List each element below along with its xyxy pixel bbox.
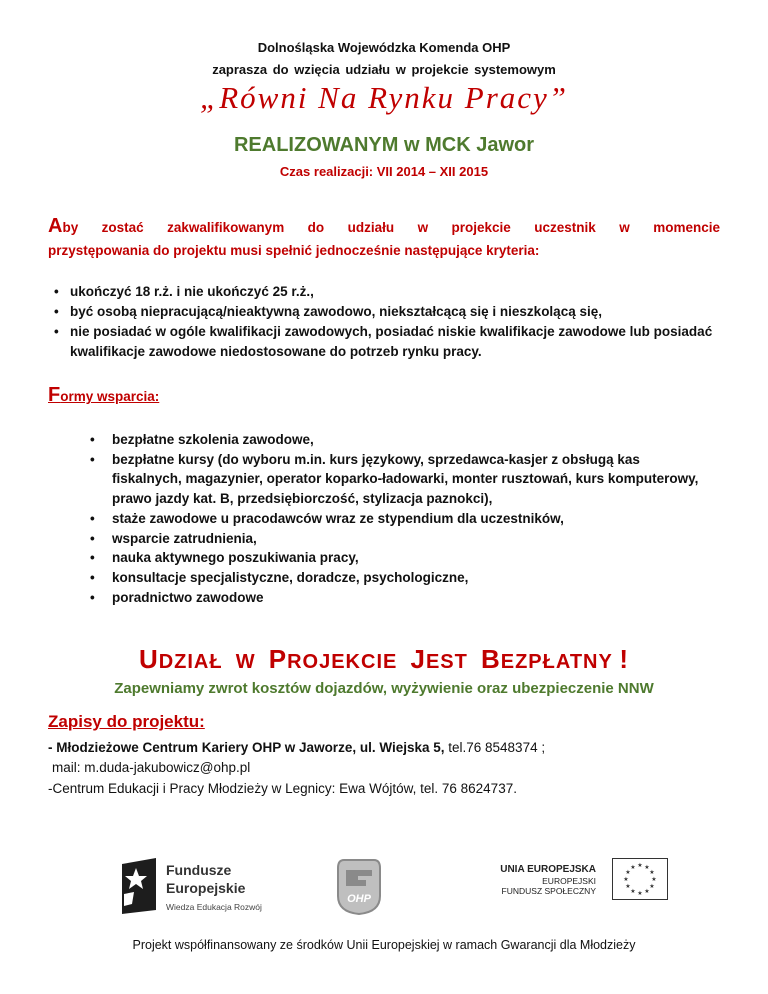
intro-initial: A <box>48 215 63 237</box>
fe-tagline: Wiedza Edukacja Rozwój <box>166 902 262 912</box>
intro-line-1 <box>48 216 720 238</box>
criteria-item: • ukończyć 18 r.ż. i nie ukończyć 25 r.ż., <box>48 282 720 302</box>
svg-text:★: ★ <box>637 862 643 869</box>
signup-email[interactable]: mail: m.duda-jakubowicz@ohp.pl <box>52 760 251 775</box>
svg-text:★: ★ <box>644 864 650 871</box>
eu-flag-icon <box>612 858 668 900</box>
word-rest: EZPŁATNY <box>500 651 613 673</box>
ue-text <box>480 864 596 896</box>
signup-center-name: - Młodzieżowe Centrum Kariery OHP w Jaworze, ul. Wiejska 5, <box>48 740 445 755</box>
svg-text:★: ★ <box>630 864 636 871</box>
signup-heading: Zapisy do projektu: <box>48 712 205 731</box>
support-form-item: • nauka aktywnego poszukiwania pracy, <box>90 548 710 568</box>
signup-line-3: -Centrum Edukacji i Pracy Młodzieży w Legnicy: Ewa Wójtów, tel. 76 8624737. <box>48 781 517 796</box>
fundusze-europejskie-logo <box>118 858 298 914</box>
logos-bar <box>0 850 768 920</box>
support-form-item: • poradnictwo zawodowe <box>90 588 710 608</box>
realization-time: Czas realizacji: VII 2014 – XII 2015 <box>279 164 489 179</box>
word-rest: ROJEKCIE <box>287 651 398 673</box>
word-cap: P <box>268 644 288 674</box>
invite-line: zaprasza do wzięcia udziału w projekcie systemowym <box>212 62 556 77</box>
word-rest: W <box>235 651 256 673</box>
organizer-heading: Dolnośląska Wojewódzka Komenda OHP <box>257 40 511 55</box>
support-forms-list <box>90 430 710 607</box>
svg-text:★: ★ <box>625 869 631 876</box>
exclamation-mark: ! <box>619 644 630 674</box>
signup-phone: tel.76 8548374 ; <box>444 740 546 755</box>
ue-line-1: UNIA EUROPEJSKA <box>500 864 596 875</box>
svg-text:★: ★ <box>625 883 631 890</box>
support-forms-heading-text: ormy wsparcia: <box>60 389 160 404</box>
svg-text:★: ★ <box>637 890 643 897</box>
free-participation-banner <box>0 644 768 675</box>
svg-text:★: ★ <box>644 888 650 895</box>
support-forms-initial: F <box>48 384 61 406</box>
refund-info: Zapewniamy zwrot kosztów dojazdów, wyżywienie oraz ubezpieczenie NNW <box>114 680 654 697</box>
criteria-item: • być osobą niepracującą/nieaktywną zawodowo, niekształcącą się i nieszkolącą się, <box>48 302 720 322</box>
criteria-list <box>48 282 720 362</box>
europejskie-label: Europejskie <box>166 880 246 896</box>
fundusze-label: Fundusze <box>166 862 232 878</box>
word-cap: U <box>138 644 159 674</box>
word-cap: B <box>480 644 501 674</box>
realization-place: REALIZOWANYM w MCK Jawor <box>233 134 534 156</box>
signup-line-1 <box>48 740 545 755</box>
ue-line-2: EUROPEJSKI <box>542 876 596 886</box>
project-title: „Równi Na Rynku Pracy” <box>199 80 569 115</box>
svg-text:★: ★ <box>630 888 636 895</box>
intro-line-2: przystępowania do projektu musi spełnić jednocześnie następujące kryteria: <box>48 243 540 258</box>
support-form-item: • wsparcie zatrudnienia, <box>90 529 710 549</box>
support-form-item: • bezpłatne kursy (do wyboru m.in. kurs językowy, sprzedawca-kasjer z obsługą kas fiskalnych, magazynier, operator koparko-ładowarki, monter rusztowań, kurs komputerowy, prawo jazdy kat. B, przedsiębiorczość, stylizacja paznokci), <box>90 450 710 509</box>
svg-text:★: ★ <box>651 876 657 883</box>
support-form-item: • staże zawodowe u pracodawców wraz ze stypendium dla uczestników, <box>90 509 710 529</box>
svg-text:★: ★ <box>649 883 655 890</box>
support-forms-heading <box>48 384 159 407</box>
svg-text:★: ★ <box>623 876 629 883</box>
ue-line-3: FUNDUSZ SPOŁECZNY <box>501 886 596 896</box>
intro-line-1-text: by zostać zakwalifikowanym do udziału w projekcie uczestnik w momencie <box>62 220 720 235</box>
support-form-item: • bezpłatne szkolenia zawodowe, <box>90 430 710 450</box>
word-cap: J <box>410 644 426 674</box>
support-form-item: • konsultacje specjalistyczne, doradcze, psychologiczne, <box>90 568 710 588</box>
criteria-item: • nie posiadać w ogóle kwalifikacji zawodowych, posiadać niskie kwalifikacje zawodowe lub posiadać kwalifikacje zawodowe niedostosowane do potrzeb rynku pracy. <box>48 322 720 362</box>
ohp-label: OHP <box>347 893 371 905</box>
cofinancing-footer: Projekt współfinansowany ze środków Unii Europejskiej w ramach Gwarancji dla Młodzieży <box>132 938 636 952</box>
ohp-logo-icon <box>336 856 382 916</box>
word-rest: DZIAŁ <box>158 651 223 673</box>
fundusze-europejskie-flag-icon <box>118 858 160 914</box>
svg-text:★: ★ <box>649 869 655 876</box>
word-rest: EST <box>425 651 468 673</box>
